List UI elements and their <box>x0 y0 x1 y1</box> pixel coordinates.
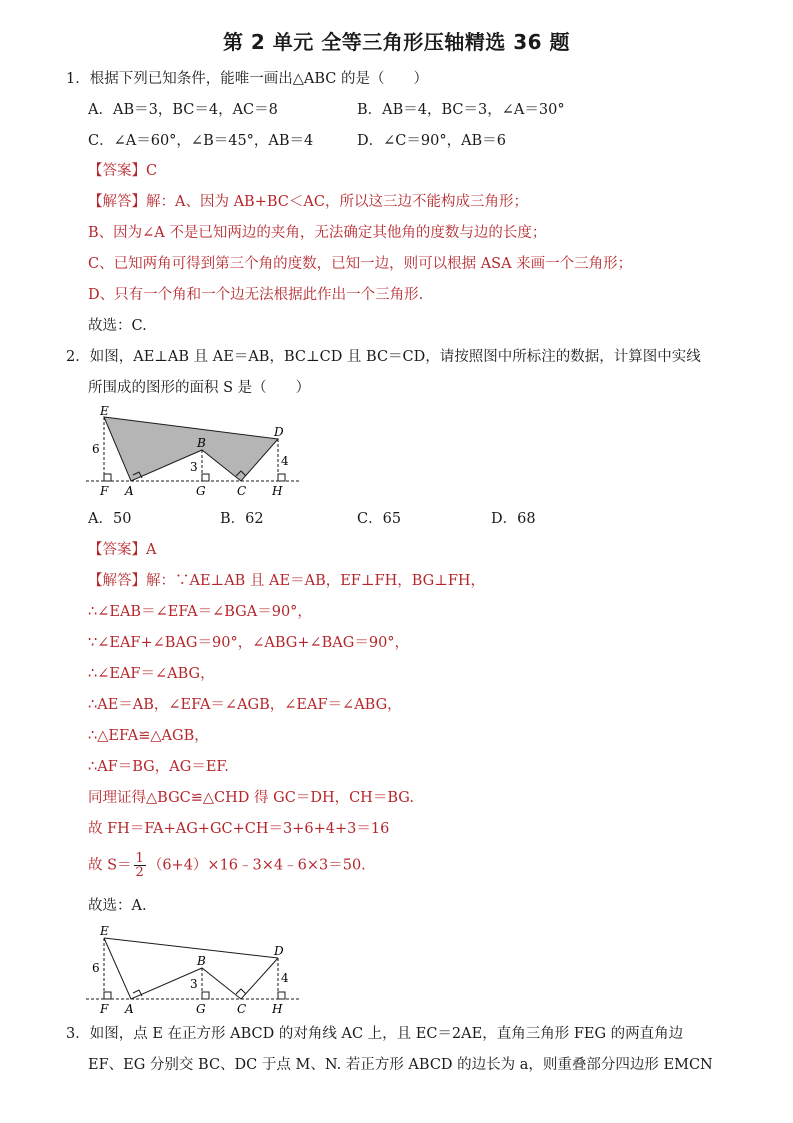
label-f: F <box>100 1002 109 1016</box>
q2-solution-line-1 <box>88 571 485 591</box>
label-four: 4 <box>281 454 289 468</box>
q1-option-b: B．AB＝4，BC＝3，∠A＝30° <box>357 102 565 118</box>
label-e: E <box>100 405 109 418</box>
label-four: 4 <box>281 971 289 985</box>
fraction-denominator: 2 <box>135 865 144 880</box>
label-six: 6 <box>92 442 100 456</box>
q2-option-a: A．50 <box>88 511 132 527</box>
label-h: H <box>272 1002 283 1016</box>
q2-figure-outline <box>86 924 301 1016</box>
q2-solution-line-4: ∴∠EAF＝∠ABG， <box>88 666 215 682</box>
right-angle-c <box>236 989 246 994</box>
label-g: G <box>196 1002 206 1016</box>
fraction <box>134 852 146 879</box>
label-g: G <box>196 484 206 498</box>
fraction-numerator: 1 <box>135 851 144 866</box>
label-six: 6 <box>92 961 100 975</box>
q1-option-c: C．∠A＝60°，∠B＝45°，AB＝4 <box>88 133 314 149</box>
label-b: B <box>197 436 206 450</box>
answer-tag: 【答案】 <box>88 163 146 179</box>
answer-value: A <box>146 542 157 558</box>
q1-solution-line-1 <box>88 192 528 212</box>
q1-option-a: A．AB＝3，BC＝4，AC＝8 <box>88 102 278 118</box>
solution-text: 解：A、因为 AB+BC＜AC，所以这三边不能构成三角形； <box>146 194 528 210</box>
page-title: 第 2 单元 全等三角形压轴精选 36 题 <box>222 30 571 54</box>
q2-solution-line-5: ∴AE＝AB，∠EFA＝∠AGB，∠EAF＝∠ABG， <box>88 697 402 713</box>
q2-fh-line: 故 FH＝FA+AG+GC+CH＝3+6+4+3＝16 <box>88 821 390 837</box>
q1-answer <box>88 161 157 181</box>
q2-solution-line-2: ∴∠EAB＝∠EFA＝∠BGA＝90°， <box>88 604 312 620</box>
right-angle-h <box>278 474 285 481</box>
q2-similar-line: 同理证得△BGC≌△CHD 得 GC＝DH，CH＝BG. <box>88 790 414 806</box>
q2-stem-line-1: 2．如图，AE⊥AB 且 AE＝AB，BC⊥CD 且 BC＝CD，请按照图中所标注的数据，计算图中实线 <box>66 349 701 365</box>
answer-value: C <box>146 163 158 179</box>
label-d: D <box>274 944 284 958</box>
label-a: A <box>125 484 134 498</box>
q1-choose: 故选：C. <box>88 318 147 334</box>
q2-answer <box>88 540 156 560</box>
q3-stem-line-1: 3．如图，点 E 在正方形 ABCD 的对角线 AC 上，且 EC＝2AE，直角三角形 FEG 的两直角边 <box>66 1026 684 1042</box>
q2-solution-line-6: ∴△EFA≌△AGB， <box>88 728 209 744</box>
solution-tag: 【解答】 <box>88 573 146 589</box>
q1-option-d: D．∠C＝90°，AB＝6 <box>357 133 506 149</box>
q2-option-d: D．68 <box>491 511 536 527</box>
right-angle-f <box>104 474 111 481</box>
q2-solution-line-7: ∴AF＝BG，AG＝EF. <box>88 759 229 775</box>
q3-stem-line-2: EF、EG 分别交 BC、DC 于点 M、N. 若正方形 ABCD 的边长为 a，则重叠部分四边形 EMCN <box>88 1057 713 1073</box>
q2-option-b: B．62 <box>220 511 264 527</box>
q1-solution-line-3: C、已知两角可得到第三个角的度数，已知一边，则可以根据 ASA 来画一个三角形； <box>88 256 633 272</box>
q2-stem-line-2: 所围成的图形的面积 S 是（ ） <box>88 380 311 396</box>
q1-solution-line-2: B、因为∠A 不是已知两边的夹角，无法确定其他角的度数与边的长度； <box>88 225 547 241</box>
right-angle-h <box>278 992 285 999</box>
right-angle-g <box>202 992 209 999</box>
area-prefix: 故 S＝ <box>88 857 132 874</box>
label-c: C <box>237 484 247 498</box>
ed-segment <box>104 938 278 958</box>
label-f: F <box>100 484 109 498</box>
label-three: 3 <box>190 460 198 474</box>
q2-figure-shaded <box>86 405 301 500</box>
label-d: D <box>274 425 284 439</box>
label-b: B <box>197 954 206 968</box>
q1-stem: 1．根据下列已知条件，能唯一画出△ABC 的是（ ） <box>66 71 428 87</box>
area-suffix: （6+4）×16﹣3×4﹣6×3＝50. <box>147 857 366 874</box>
label-e: E <box>100 924 109 938</box>
q2-solution-line-3: ∵∠EAF+∠BAG＝90°，∠ABG+∠BAG＝90°， <box>88 635 410 651</box>
q1-solution-line-4: D、只有一个角和一个边无法根据此作出一个三角形. <box>88 287 424 303</box>
q2-choose: 故选：A. <box>88 898 147 914</box>
q2-option-c: C．65 <box>357 511 402 527</box>
answer-tag: 【答案】 <box>88 542 146 558</box>
right-angle-f <box>104 992 111 999</box>
q2-area-line <box>88 852 366 879</box>
label-a: A <box>125 1002 134 1016</box>
label-three: 3 <box>190 977 198 991</box>
right-angle-g <box>202 474 209 481</box>
solution-text: 解：∵AE⊥AB 且 AE＝AB，EF⊥FH，BG⊥FH， <box>146 573 486 589</box>
label-h: H <box>272 484 283 498</box>
label-c: C <box>237 1002 247 1016</box>
solution-tag: 【解答】 <box>88 194 146 210</box>
